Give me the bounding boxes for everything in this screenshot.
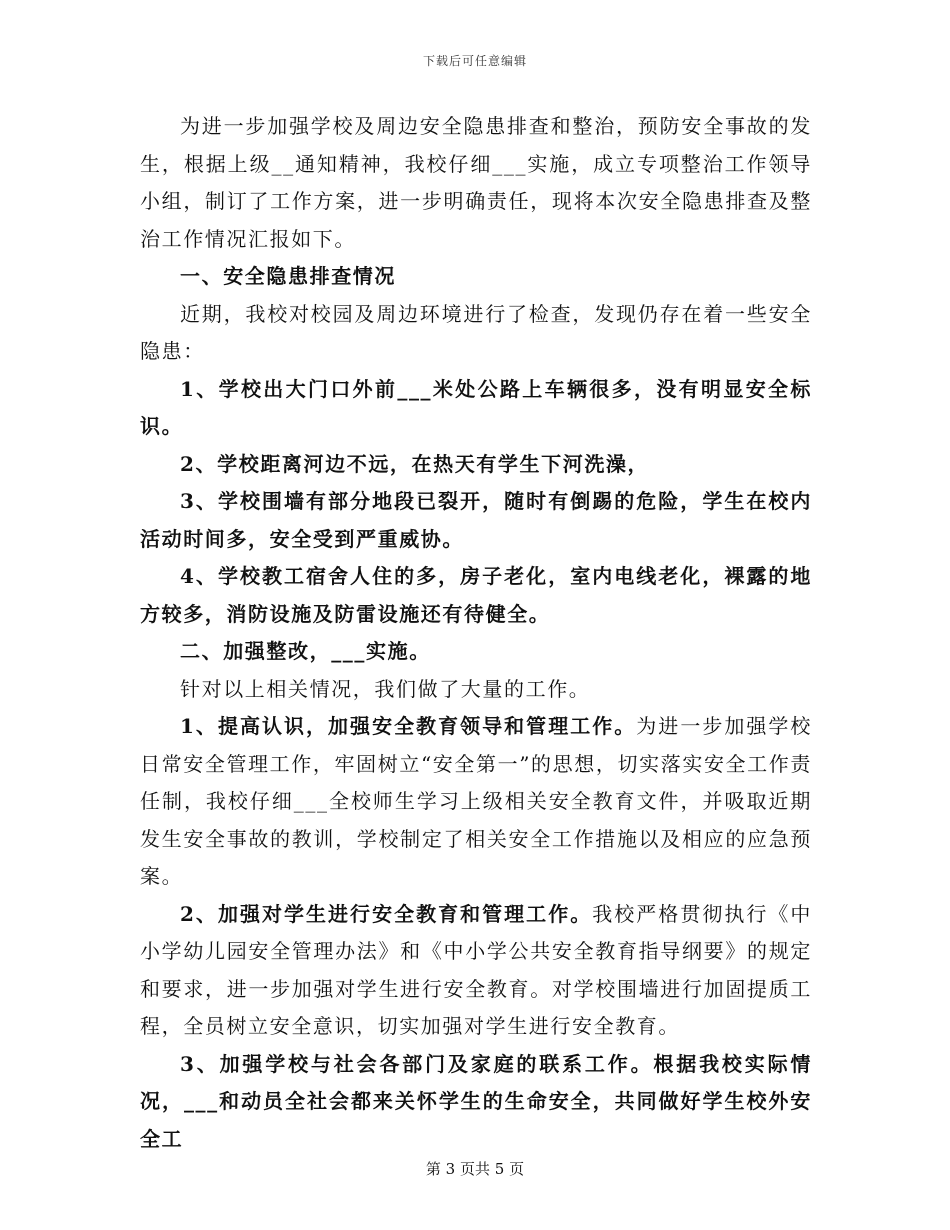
body-paragraph: 近期，我校对校园及周边环境进行了检查，发现仍存在着一些安全隐患： (140, 301, 812, 363)
page-header: 下载后可任意编辑 (422, 54, 527, 68)
hazard-item-3: 3、学校围墙有部分地段已裂开，随时有倒踢的危险，学生在校内活动时间多，安全受到严重威协。 (140, 489, 812, 551)
measure-paragraph-3: 3、加强学校与社会各部门及家庭的联系工作。根据我校实际情况，___和动员全社会都来关怀学生的生命安全，共同做好学生校外安全工 (140, 1051, 812, 1151)
measure-text-1: 为进一步加强学校日常安全管理工作，牢固树立“安全第一”的思想，切实落实安全工作责任制，我校仔细___全校师生学习上级相关安全教育文件，并吸取近期发生安全事故的教训，学校制定了相关安全工作措施以及相应的应急预案。 (140, 714, 812, 888)
section-heading-2: 二、加强整改，___实施。 (180, 639, 431, 663)
hazard-item-1: 1、学校出大门口外前___米处公路上车辆很多，没有明显安全标识。 (140, 376, 812, 438)
measure-paragraph-2 (140, 896, 812, 1046)
section-heading-1: 一、安全隐患排查情况 (180, 264, 396, 288)
measure-paragraph-1 (140, 708, 812, 896)
body-paragraph: 针对以上相关情况，我们做了大量的工作。 (180, 676, 591, 701)
measure-lead-1: 1、提高认识，加强安全教育领导和管理工作。 (180, 714, 637, 738)
hazard-item-2: 2、学校距离河边不远，在热天有学生下河洗澡， (180, 451, 650, 476)
page-footer: 第 3 页共 5 页 (425, 1160, 525, 1178)
intro-paragraph: 为进一步加强学校及周边安全隐患排查和整治，预防安全事故的发生，根据上级__通知精神，我校仔细___实施，成立专项整治工作领导小组，制订了工作方案，进一步明确责任，现将本次安全隐患排查及整治工作情况汇报如下。 (140, 114, 812, 251)
document-body (140, 108, 812, 1158)
hazard-item-4: 4、学校教工宿舍人住的多，房子老化，室内电线老化，裸露的地方较多，消防设施及防雷设施还有待健全。 (140, 564, 812, 626)
measure-lead-2: 2、加强对学生进行安全教育和管理工作。 (180, 901, 593, 926)
measure-text-2: 我校严格贯彻执行《中小学幼儿园安全管理办法》和《中小学公共安全教育指导纲要》的规定和要求，进一步加强对学生进行安全教育。对学校围墙进行加固提质工程，全员树立安全意识，切实加强对学生进行安全教育。 (140, 901, 813, 1038)
